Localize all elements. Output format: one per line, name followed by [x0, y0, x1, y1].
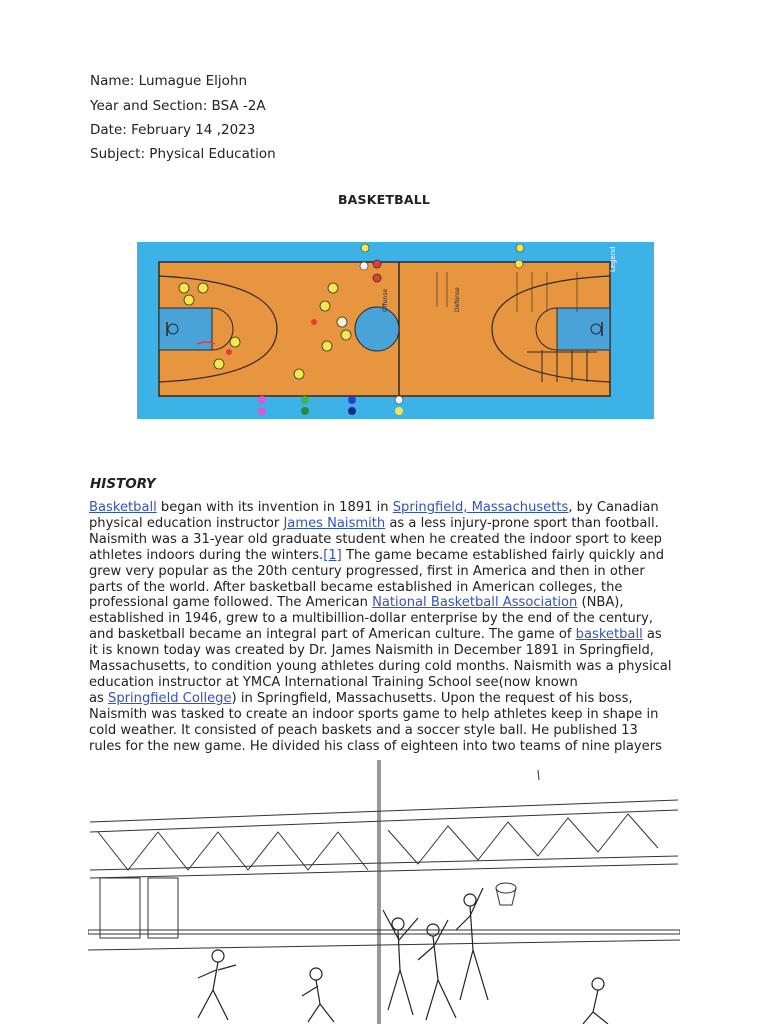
history-text-segment: physical education instructor: [89, 515, 284, 531]
history-text-segment: professional game followed. The American: [89, 595, 373, 611]
history-line: [89, 723, 681, 739]
history-text-segment: it is known today was created by Dr. James Naismith in December 1891 in Springfield,: [89, 643, 654, 659]
history-text-segment: parts of the world. After basketball became established in American colleges, the: [89, 579, 623, 595]
basketball-court-image: [137, 242, 654, 419]
history-text-segment: athletes indoors during the winters.: [89, 547, 324, 563]
court-legend-label: Legend: [609, 246, 617, 272]
history-line: [89, 611, 681, 627]
history-line: [89, 564, 681, 580]
history-link[interactable]: Basketball: [89, 500, 157, 515]
subject-line: Subject: Physical Education: [90, 146, 276, 162]
history-line: [89, 675, 681, 691]
history-link[interactable]: Springfield College: [108, 690, 232, 706]
history-text-segment: began with its invention in 1891 in: [156, 500, 393, 515]
history-line: [89, 548, 681, 564]
court-side-label-defense: Defense: [454, 287, 461, 312]
history-text-segment: rules for the new game. He divided his class of eighteen into two teams of nine players: [89, 738, 662, 754]
history-text-segment: as a less injury-prone sport than football.: [385, 515, 659, 531]
history-paragraph: [89, 500, 681, 755]
history-line: [89, 516, 681, 532]
history-text-segment: as: [89, 690, 109, 706]
history-text-segment: ) in Springfield, Massachusetts. Upon the request of his boss,: [231, 690, 633, 706]
year-section-line: Year and Section: BSA -2A: [90, 98, 266, 114]
history-line: [89, 691, 681, 707]
history-text-segment: established in 1946, grew to a multibillion-dollar enterprise by the end of the century,: [89, 611, 654, 627]
history-line: [89, 580, 681, 596]
history-text-segment: The game became established fairly quickly and: [341, 547, 665, 563]
history-link[interactable]: Springfield, Massachusetts: [392, 500, 569, 515]
history-line: [89, 707, 681, 723]
history-line: [89, 643, 681, 659]
history-line: [89, 532, 681, 548]
history-link[interactable]: National Basketball Association: [372, 595, 578, 611]
history-text-segment: Naismith was a 31-year old graduate student when he created the indoor sport to keep: [89, 531, 662, 547]
history-line: [89, 659, 681, 675]
history-link[interactable]: [1]: [323, 547, 342, 563]
date-line: Date: February 14 ,2023: [90, 122, 256, 138]
history-line: [89, 627, 681, 643]
history-link[interactable]: basketball: [575, 627, 643, 643]
history-text-segment: grew very popular as the 20th century progressed, first in America and then in other: [89, 563, 645, 579]
history-line: [89, 739, 681, 755]
history-text-segment: , by Canadian: [568, 500, 659, 515]
history-heading: HISTORY: [90, 476, 156, 492]
history-line: [89, 500, 681, 516]
history-text-segment: education instructor at YMCA International Training School see(now known: [89, 674, 578, 690]
early-basketball-sketch-image: [88, 760, 680, 1024]
history-text-segment: Massachusetts, to condition young athletes during cold months. Naismith was a physical: [89, 659, 672, 675]
history-text-segment: and basketball became an integral part of American culture. The game of: [89, 627, 576, 643]
history-text-segment: cold weather. It consisted of peach baskets and a soccer style ball. He published 13: [89, 722, 638, 738]
document-title: BASKETBALL: [337, 192, 431, 207]
student-name-line: Name: Lumague Eljohn: [90, 73, 248, 89]
history-text-segment: as: [642, 627, 662, 643]
history-line: [89, 595, 681, 611]
court-side-label-offense: Offense: [382, 288, 389, 312]
history-text-segment: Naismith was tasked to create an indoor sports game to help athletes keep in shape in: [89, 706, 659, 722]
history-link[interactable]: James Naismith: [283, 515, 386, 531]
history-text-segment: (NBA),: [577, 595, 624, 611]
